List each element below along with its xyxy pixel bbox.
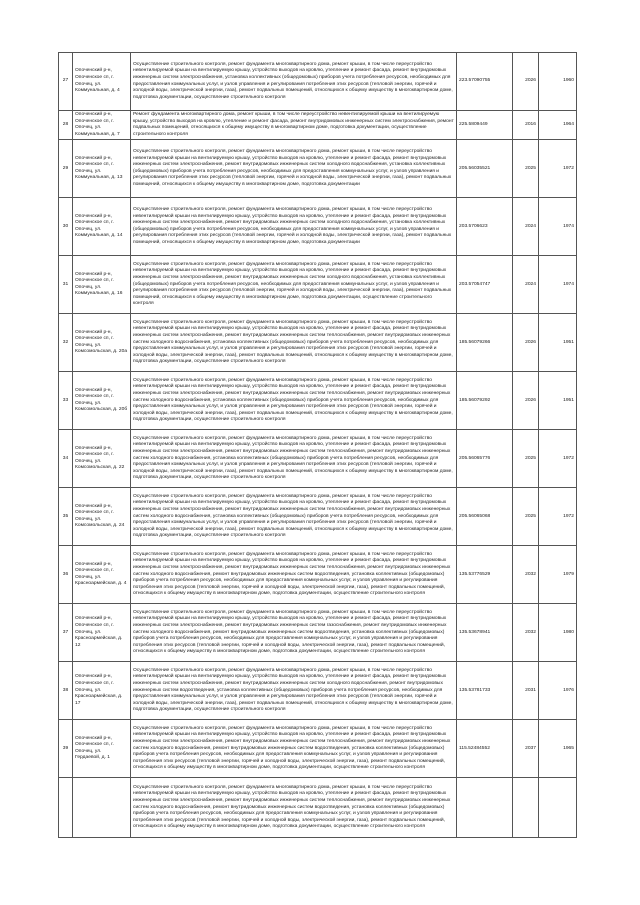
address-cell: Опоченский р-н, Опоченское сп, г. Опочец, ул. Коммунальная, д. 14	[73, 198, 131, 256]
cost-cell	[457, 778, 513, 838]
row-number: 38	[59, 662, 73, 720]
work-description-cell: Осуществление строительного контроля, ремонт фундамента многоквартирного дома, ремонт крыши, в том числе переустройство невентилируемой крыши на вентилируемую крышу, устройство выходов на кровлю, утепление и ремонт фасада, ремонт внутридомовых инженерных систем электроснабжения, ремонт внутридомовых инженерных систем теплоснабжения, ремонт внутридомовых инженерных систем холодного водоснабжения, ремонт внутридомовых инженерных систем водоотведения, установка коллективных (общедомовых) приборов учета потребления ресурсов, необходимых для предоставления коммунальных услуг, и узлов управления и регулирования потребления этих ресурсов (тепловой энергии, горячей и холодной воды, электрической энергии, газа), ремонт подвальных помещений, относящихся к общему имуществу в многоквартирном доме, подготовка документации, осуществление строительного контроля	[131, 546, 457, 604]
work-description-cell: Осуществление строительного контроля, ремонт фундамента многоквартирного дома, ремонт крыши, в том числе переустройство невентилируемой крыши на вентилируемую крышу, устройство выходов на кровлю, утепление и ремонт фасада, ремонт внутридомовых инженерных систем электроснабжения, ремонт внутридомовых инженерных систем теплоснабжения, ремонт внутридомовых инженерных систем холодного водоснабжения, ремонт внутридомовых инженерных систем водоотведения, установка коллективных (общедомовых) приборов учета потребления ресурсов, необходимых для предоставления коммунальных услуг, и узлов управления и регулирования потребления этих ресурсов (тепловой энергии, горячей и холодной воды, электрической энергии, газа), ремонт подвальных помещений, относящихся к общему имуществу в многоквартирном доме, подготовка документации, осуществление строительного контроля	[131, 720, 457, 778]
cost-cell: 225.5809449	[457, 111, 513, 140]
row-number: 27	[59, 53, 73, 111]
cost-cell: 135.53781733	[457, 662, 513, 720]
work-description-cell: Осуществление строительного контроля, ремонт фундамента многоквартирного дома, ремонт крыши, в том числе переустройство невентилируемой крыши на вентилируемую крышу, устройство выходов на кровлю, утепление и ремонт фасада, ремонт внутридомовых инженерных систем электроснабжения, установка коллективных (общедомовых) приборов учета потребления ресурсов, необходимых для предоставления коммунальных услуг, и узлов управления и регулирования потребления этих ресурсов (тепловой энергии, горячей и холодной воды, электрической энергии, газа), ремонт подвальных помещений, относящихся к общему имуществу в многоквартирном доме, подготовка документации, осуществление строительного контроля	[131, 53, 457, 111]
row-number: 30	[59, 198, 73, 256]
row-number: 32	[59, 314, 73, 372]
planned-year-cell: 2025	[513, 488, 539, 546]
build-year-cell: 1980	[539, 604, 577, 662]
row-number	[59, 778, 73, 838]
planned-year-cell: 2016	[513, 111, 539, 140]
work-description-cell: Ремонт фундамента многоквартирного дома, ремонт крыши, в том числе переустройство невентилируемой крыши на вентилируемую крышу, устройство выходов на кровлю, утепление и ремонт фасада, ремонт внутридомовых инженерных систем электроснабжения, ремонт подвальных помещений, относящихся к общему имуществу в многоквартирном доме, подготовка документации, осуществление строительного контроля	[131, 111, 457, 140]
planned-year-cell: 2025	[513, 140, 539, 198]
address-cell: Опоченский р-н, Опоченское сп, г. Опочец, ул. Комсомольская, д. 24	[73, 488, 131, 546]
planned-year-cell: 2037	[513, 720, 539, 778]
build-year-cell: 1965	[539, 720, 577, 778]
table-row	[59, 53, 577, 111]
work-description-cell: Осуществление строительного контроля, ремонт фундамента многоквартирного дома, ремонт крыши, в том числе переустройство невентилируемой крыши на вентилируемую крышу, устройство выходов на кровлю, утепление и ремонт фасада, ремонт внутридомовых инженерных систем электроснабжения, ремонт внутридомовых инженерных систем теплоснабжения, ремонт внутридомовых инженерных систем холодного водоснабжения, установка коллективных (общедомовых) приборов учета потребления ресурсов, необходимых для предоставления коммунальных услуг, и узлов управления и регулирования потребления этих ресурсов (тепловой энергии, горячей и холодной воды, электрической энергии, газа), ремонт подвальных помещений, относящихся к общему имуществу в многоквартирном доме, подготовка документации, осуществление строительного контроля	[131, 314, 457, 372]
row-number: 36	[59, 546, 73, 604]
address-cell: Опоченский р-н, Опоченское сп, г. Опочец, ул. Красноармейская, д. 4	[73, 546, 131, 604]
table-row	[59, 372, 577, 430]
row-number: 34	[59, 430, 73, 488]
address-cell: Опоченский р-н, Опоченское сп, г. Опочец, ул. Гердаевой, д. 1	[73, 720, 131, 778]
table-body	[59, 53, 577, 838]
address-cell: Опоченский р-н, Опоченское сп, г. Опочец, ул. Комсомольская, д. 20б	[73, 372, 131, 430]
table-row	[59, 720, 577, 778]
build-year-cell: 1974	[539, 198, 577, 256]
build-year-cell	[539, 778, 577, 838]
cost-cell: 205.56035521	[457, 140, 513, 198]
row-number: 28	[59, 111, 73, 140]
table-row	[59, 546, 577, 604]
table-row	[59, 198, 577, 256]
work-description-cell: Осуществление строительного контроля, ремонт фундамента многоквартирного дома, ремонт крыши, в том числе переустройство невентилируемой крыши на вентилируемую крышу, устройство выходов на кровлю, утепление и ремонт фасада, ремонт внутридомовых инженерных систем электроснабжения, ремонт внутридомовых инженерных систем теплоснабжения, ремонт внутридомовых инженерных систем холодного водоснабжения, ремонт внутридомовых инженерных систем водоотведения, установка коллективных (общедомовых) приборов учета потребления ресурсов, необходимых для предоставления коммунальных услуг, и узлов управления и регулирования потребления этих ресурсов (тепловой энергии, горячей и холодной воды, электрической энергии, газа), ремонт подвальных помещений, относящихся к общему имуществу в многоквартирном доме, подготовка документации, осуществление строительного контроля	[131, 778, 457, 838]
cost-cell: 135.53776529	[457, 546, 513, 604]
work-description-cell: Осуществление строительного контроля, ремонт фундамента многоквартирного дома, ремонт крыши, в том числе переустройство невентилируемой крыши на вентилируемую крышу, устройство выходов на кровлю, утепление и ремонт фасада, ремонт внутридомовых инженерных систем электроснабжения, ремонт внутридомовых инженерных систем холодного водоснабжения, установка коллективных (общедомовых) приборов учета потребления ресурсов, необходимых для предоставления коммунальных услуг, и узлов управления и регулирования потребления этих ресурсов (тепловой энергии, горячей и холодной воды, электрической энергии, газа), ремонт подвальных помещений, относящихся к общему имуществу в многоквартирном доме, подготовка документации	[131, 140, 457, 198]
cost-cell: 185.56079292	[457, 372, 513, 430]
table-row	[59, 314, 577, 372]
build-year-cell: 1974	[539, 256, 577, 314]
table-row	[59, 140, 577, 198]
work-description-cell: Осуществление строительного контроля, ремонт фундамента многоквартирного дома, ремонт крыши, в том числе переустройство невентилируемой крыши на вентилируемую крышу, устройство выходов на кровлю, утепление и ремонт фасада, ремонт внутридомовых инженерных систем электроснабжения, ремонт внутридомовых инженерных систем теплоснабжения, ремонт внутридомовых инженерных систем холодного водоснабжения, установка коллективных (общедомовых) приборов учета потребления ресурсов, необходимых для предоставления коммунальных услуг, и узлов управления и регулирования потребления этих ресурсов (тепловой энергии, горячей и холодной воды, электрической энергии, газа), ремонт подвальных помещений, относящихся к общему имуществу в многоквартирном доме, подготовка документации, осуществление строительного контроля	[131, 372, 457, 430]
work-description-cell: Осуществление строительного контроля, ремонт фундамента многоквартирного дома, ремонт крыши, в том числе переустройство невентилируемой крыши на вентилируемую крышу, устройство выходов на кровлю, утепление и ремонт фасада, ремонт внутридомовых инженерных систем электроснабжения, ремонт внутридомовых инженерных систем теплоснабжения, ремонт внутридомовых инженерных систем холодного водоснабжения, установка коллективных (общедомовых) приборов учета потребления ресурсов, необходимых для предоставления коммунальных услуг, и узлов управления и регулирования потребления этих ресурсов (тепловой энергии, горячей и холодной воды, электрической энергии, газа), ремонт подвальных помещений, относящихся к общему имуществу в многоквартирном доме, подготовка документации, осуществление строительного контроля	[131, 430, 457, 488]
table-row	[59, 256, 577, 314]
address-cell	[73, 778, 131, 838]
cost-cell: 203.5706623	[457, 198, 513, 256]
cost-cell: 205.56065068	[457, 488, 513, 546]
row-number: 37	[59, 604, 73, 662]
planned-year-cell: 2032	[513, 604, 539, 662]
address-cell: Опоченский р-н, Опоченское сп, г. Опочец, ул. Красноармейская, д. 12	[73, 604, 131, 662]
planned-year-cell	[513, 778, 539, 838]
address-cell: Опоченский р-н, Опоченское сп, г. Опочец, ул. Комсомольская, д. 22	[73, 430, 131, 488]
planned-year-cell: 2026	[513, 53, 539, 111]
build-year-cell: 1979	[539, 546, 577, 604]
build-year-cell: 1964	[539, 111, 577, 140]
address-cell: Опоченский р-н, Опоченское сп, г. Опочец, ул. Комсомольская, д. 20а	[73, 314, 131, 372]
cost-cell: 203.57054747	[457, 256, 513, 314]
row-number: 29	[59, 140, 73, 198]
planned-year-cell: 2032	[513, 546, 539, 604]
table-row	[59, 111, 577, 140]
table-row	[59, 604, 577, 662]
table-row	[59, 662, 577, 720]
cost-cell: 135.53678941	[457, 604, 513, 662]
row-number: 33	[59, 372, 73, 430]
row-number: 35	[59, 488, 73, 546]
work-description-cell: Осуществление строительного контроля, ремонт фундамента многоквартирного дома, ремонт крыши, в том числе переустройство невентилируемой крыши на вентилируемую крышу, устройство выходов на кровлю, утепление и ремонт фасада, ремонт внутридомовых инженерных систем электроснабжения, ремонт внутридомовых инженерных систем газоснабжения, ремонт внутридомовых инженерных систем холодного водоснабжения, ремонт внутридомовых инженерных систем водоотведения, установка коллективных (общедомовых) приборов учета потребления ресурсов, необходимых для предоставления коммунальных услуг, и узлов управления и регулирования потребления этих ресурсов (тепловой энергии, горячей и холодной воды, электрической энергии, газа), ремонт подвальных помещений, относящихся к общему имуществу в многоквартирном доме, подготовка документации, осуществление строительного контроля	[131, 604, 457, 662]
cost-cell: 223.57090755	[457, 53, 513, 111]
build-year-cell: 1972	[539, 488, 577, 546]
build-year-cell: 1951	[539, 314, 577, 372]
row-number: 31	[59, 256, 73, 314]
row-number: 39	[59, 720, 73, 778]
cost-cell: 205.56065776	[457, 430, 513, 488]
address-cell: Опоченский р-н, Опоченское сп, г. Опочец, ул. Коммунальная, д. 16	[73, 256, 131, 314]
work-description-cell: Осуществление строительного контроля, ремонт фундамента многоквартирного дома, ремонт крыши, в том числе переустройство невентилируемой крыши на вентилируемую крышу, устройство выходов на кровлю, утепление и ремонт фасада, ремонт внутридомовых инженерных систем электроснабжения, ремонт внутридомовых инженерных систем теплоснабжения, ремонт внутридомовых инженерных систем холодного водоснабжения, установка коллективных (общедомовых) приборов учета потребления ресурсов, необходимых для предоставления коммунальных услуг, и узлов управления и регулирования потребления этих ресурсов (тепловой энергии, горячей и холодной воды, электрической энергии, газа), ремонт подвальных помещений, относящихся к общему имуществу в многоквартирном доме, подготовка документации, осуществление строительного контроля	[131, 488, 457, 546]
table-row	[59, 430, 577, 488]
address-cell: Опоченский р-н, Опоченское сп, г. Опочец, ул. Красноармейская, д. 17	[73, 662, 131, 720]
address-cell: Опоченский р-н, Опоченское сп, г. Опочец, ул. Коммунальная, д. 7	[73, 111, 131, 140]
build-year-cell: 1972	[539, 140, 577, 198]
capital-repair-table	[58, 52, 577, 838]
cost-cell: 185.56079266	[457, 314, 513, 372]
planned-year-cell: 2031	[513, 662, 539, 720]
planned-year-cell: 2024	[513, 256, 539, 314]
build-year-cell: 1960	[539, 53, 577, 111]
build-year-cell: 1972	[539, 430, 577, 488]
address-cell: Опоченский р-н, Опоченское сп, г. Опочец, ул. Коммунальная, д. 13	[73, 140, 131, 198]
cost-cell: 115.52484552	[457, 720, 513, 778]
build-year-cell: 1951	[539, 372, 577, 430]
table-row	[59, 778, 577, 838]
build-year-cell: 1976	[539, 662, 577, 720]
address-cell: Опоченский р-н, Опоченское сп, г. Опочец, ул. Коммунальная, д. 4	[73, 53, 131, 111]
planned-year-cell: 2025	[513, 430, 539, 488]
planned-year-cell: 2024	[513, 198, 539, 256]
work-description-cell: Осуществление строительного контроля, ремонт фундамента многоквартирного дома, ремонт крыши, в том числе переустройство невентилируемой крыши на вентилируемую крышу, устройство выходов на кровлю, утепление и ремонт фасада, ремонт внутридомовых инженерных систем электроснабжения, ремонт внутридомовых инженерных систем холодного водоснабжения, ремонт внутридомовых инженерных систем водоотведения, установка коллективных (общедомовых) приборов учета потребления ресурсов, необходимых для предоставления коммунальных услуг, и узлов управления и регулирования потребления этих ресурсов (тепловой энергии, горячей и холодной воды, электрической энергии, газа), ремонт подвальных помещений, относящихся к общему имуществу в многоквартирном доме, подготовка документации, осуществление строительного контроля	[131, 662, 457, 720]
planned-year-cell: 2026	[513, 372, 539, 430]
planned-year-cell: 2026	[513, 314, 539, 372]
table-row	[59, 488, 577, 546]
work-description-cell: Осуществление строительного контроля, ремонт фундамента многоквартирного дома, ремонт крыши, в том числе переустройство невентилируемой крыши на вентилируемую крышу, устройство выходов на кровлю, утепление и ремонт фасада, ремонт внутридомовых инженерных систем электроснабжения, ремонт внутридомовых инженерных систем холодного водоснабжения, установка коллективных (общедомовых) приборов учета потребления ресурсов, необходимых для предоставления коммунальных услуг, и узлов управления и регулирования потребления этих ресурсов (тепловой энергии, горячей и холодной воды, электрической энергии, газа), ремонт подвальных помещений, относящихся к общему имуществу в многоквартирном доме, подготовка документации, осуществление строительного контроля	[131, 256, 457, 314]
work-description-cell: Осуществление строительного контроля, ремонт фундамента многоквартирного дома, ремонт крыши, в том числе переустройство невентилируемой крыши на вентилируемую крышу, устройство выходов на кровлю, утепление и ремонт фасада, ремонт внутридомовых инженерных систем электроснабжения, ремонт внутридомовых инженерных систем холодного водоснабжения, установка коллективных (общедомовых) приборов учета потребления ресурсов, необходимых для предоставления коммунальных услуг, и узлов управления и регулирования потребления этих ресурсов (тепловой энергии, горячей и холодной воды, электрической энергии, газа), ремонт подвальных помещений, относящихся к общему имуществу в многоквартирном доме, подготовка документации	[131, 198, 457, 256]
